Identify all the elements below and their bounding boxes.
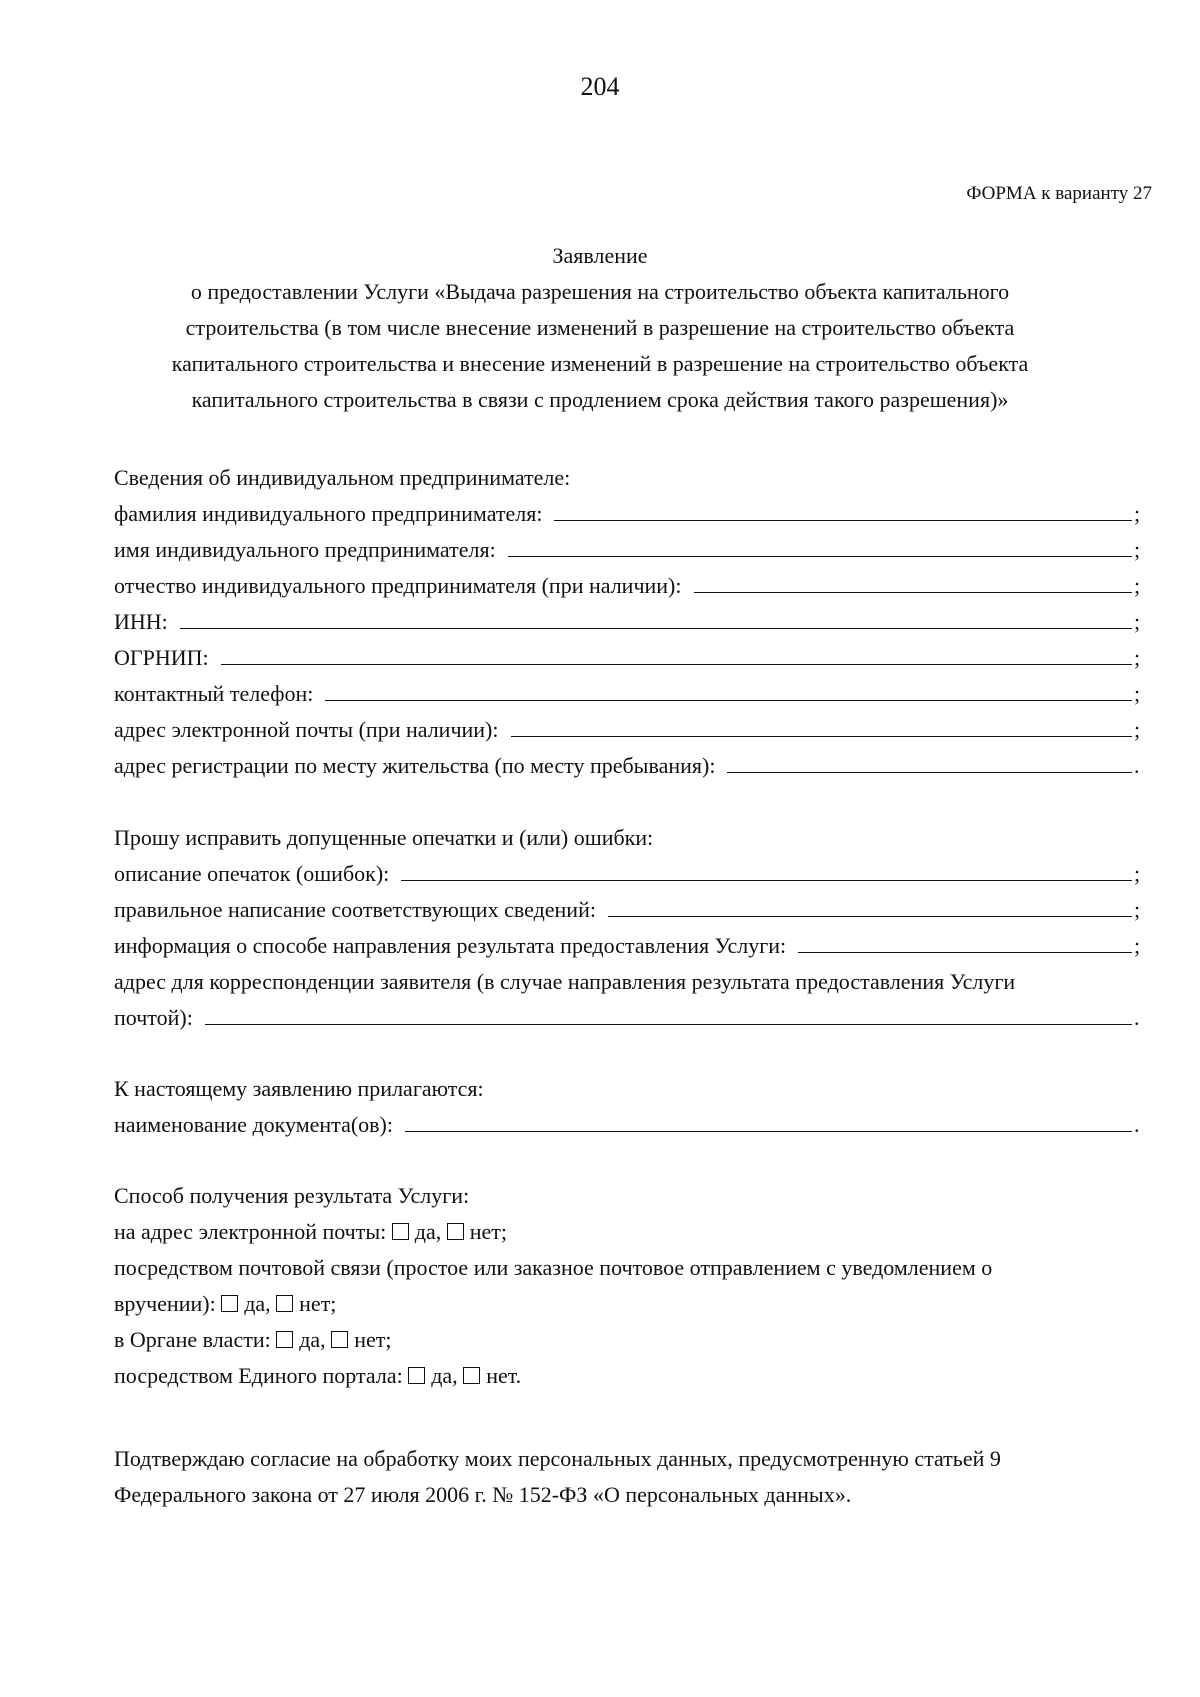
field-label: правильное написание соответствующих сведений: [114,897,596,922]
error-description-field [114,856,1144,892]
title-heading: Заявление [552,243,648,268]
post-option-text: посредством почтовой связи (простое или заказное почтовое отправлением с уведомлением о [114,1255,993,1280]
checkbox-icon[interactable] [276,1295,293,1312]
consent-paragraph [114,1441,1144,1513]
portal-yes-option[interactable] [408,1358,457,1394]
yes-label: да, [244,1291,271,1316]
yes-label: да, [299,1327,326,1352]
field-label: контактный телефон: [114,681,314,706]
email-field [114,712,1144,748]
post-yes-option[interactable] [221,1286,270,1322]
phone-field [114,676,1144,712]
field-punct: . [1134,753,1140,778]
field-punct: ; [1134,861,1141,886]
title-line: о предоставлении Услуги «Выдача разрешения на строительство объекта капитального [190,279,1010,304]
result-method-section [114,1178,1144,1394]
mail-address-input-line[interactable] [205,1000,1132,1025]
document-title [100,238,1100,418]
option-label: вручении): [114,1291,216,1316]
patronymic-field [114,568,1144,604]
corrections-section [114,820,1144,1036]
address-input-line[interactable] [727,748,1132,773]
field-punct: ; [1134,717,1141,742]
option-label: на адрес электронной почты: [114,1219,387,1244]
name-input-line[interactable] [508,532,1132,557]
no-label: нет; [354,1327,392,1352]
checkbox-icon[interactable] [331,1331,348,1348]
field-punct: ; [1134,897,1141,922]
inn-field [114,604,1144,640]
checkbox-icon[interactable] [447,1223,464,1240]
portal-no-option[interactable] [463,1358,521,1394]
yes-label: да, [414,1219,442,1244]
yes-label: да, [431,1363,458,1388]
field-label: адрес электронной почты (при наличии): [114,717,499,742]
ogrnip-input-line[interactable] [221,640,1132,665]
field-label: ИНН: [114,609,168,634]
field-punct: . [1134,1005,1140,1030]
field-punct: ; [1134,645,1141,670]
entrepreneur-section [114,460,1144,784]
consent-line: Подтверждаю согласие на обработку моих персональных данных, предусмотренную статьей 9 [114,1446,1001,1471]
post-option-row [114,1286,1144,1322]
mail-address-text: адрес для корреспонденции заявителя (в случае направления результата предоставления Услуги [114,969,1016,994]
email-input-line[interactable] [511,712,1133,737]
address-field [114,748,1144,784]
title-line: строительства (в том числе внесение изменений в разрешение на строительство объекта [185,315,1015,340]
no-label: нет; [469,1219,507,1244]
field-punct: ; [1134,933,1141,958]
option-label: в Органе власти: [114,1327,271,1352]
email-option-row [114,1214,1144,1250]
post-no-option[interactable] [276,1286,336,1322]
delivery-info-field [114,928,1144,964]
documents-input-line[interactable] [405,1107,1132,1132]
authority-no-option[interactable] [331,1322,391,1358]
section-heading: К настоящему заявлению прилагаются: [114,1076,484,1101]
attachments-section [114,1071,1144,1143]
field-label: имя индивидуального предпринимателя: [114,537,496,562]
documents-field [114,1107,1144,1143]
error-description-input-line[interactable] [401,856,1132,881]
patronymic-input-line[interactable] [694,568,1133,593]
checkbox-icon[interactable] [463,1367,480,1384]
field-label: отчество индивидуального предпринимателя (при наличии): [114,573,682,598]
checkbox-icon[interactable] [221,1295,238,1312]
checkbox-icon[interactable] [392,1223,409,1240]
section-heading: Прошу исправить допущенные опечатки и (или) ошибки: [114,825,654,850]
name-field [114,532,1144,568]
checkbox-icon[interactable] [276,1331,293,1348]
email-no-option[interactable] [447,1214,507,1250]
page-number: 204 [580,72,620,101]
field-punct: ; [1134,681,1141,706]
title-line: капитального строительства и внесение изменений в разрешение на строительство объекта [171,351,1029,376]
inn-input-line[interactable] [180,604,1132,629]
field-label: фамилия индивидуального предпринимателя: [114,501,543,526]
phone-input-line[interactable] [325,676,1132,701]
field-label: адрес регистрации по месту жительства (по месту пребывания): [114,753,716,778]
field-punct: ; [1134,573,1141,598]
no-label: нет; [299,1291,337,1316]
consent-line: Федерального закона от 27 июля 2006 г. № 152-ФЗ «О персональных данных». [114,1482,852,1507]
title-line: капитального строительства в связи с продлением срока действия такого разрешения)» [191,387,1009,412]
field-label: информация о способе направления результата предоставления Услуги: [114,933,787,958]
authority-yes-option[interactable] [276,1322,325,1358]
field-punct: ; [1134,537,1141,562]
field-punct: . [1134,1112,1140,1137]
field-punct: ; [1134,609,1141,634]
no-label: нет. [486,1363,522,1388]
field-label: описание опечаток (ошибок): [114,861,390,886]
email-yes-option[interactable] [392,1214,441,1250]
section-heading: Способ получения результата Услуги: [114,1183,470,1208]
portal-option-row [114,1358,1144,1394]
field-label: почтой): [114,1005,193,1030]
field-label: ОГРНИП: [114,645,209,670]
section-heading: Сведения об индивидуальном предпринимателе: [114,465,571,490]
field-label: наименование документа(ов): [114,1112,393,1137]
checkbox-icon[interactable] [408,1367,425,1384]
correct-spelling-field [114,892,1144,928]
delivery-info-input-line[interactable] [798,928,1132,953]
ogrnip-field [114,640,1144,676]
surname-input-line[interactable] [554,496,1132,521]
correct-spelling-input-line[interactable] [608,892,1132,917]
authority-option-row [114,1322,1144,1358]
field-punct: ; [1134,501,1141,526]
option-label: посредством Единого портала: [114,1363,403,1388]
mail-address-field [114,1000,1144,1036]
form-reference: ФОРМА к варианту 27 [966,183,1152,204]
surname-field [114,496,1144,532]
